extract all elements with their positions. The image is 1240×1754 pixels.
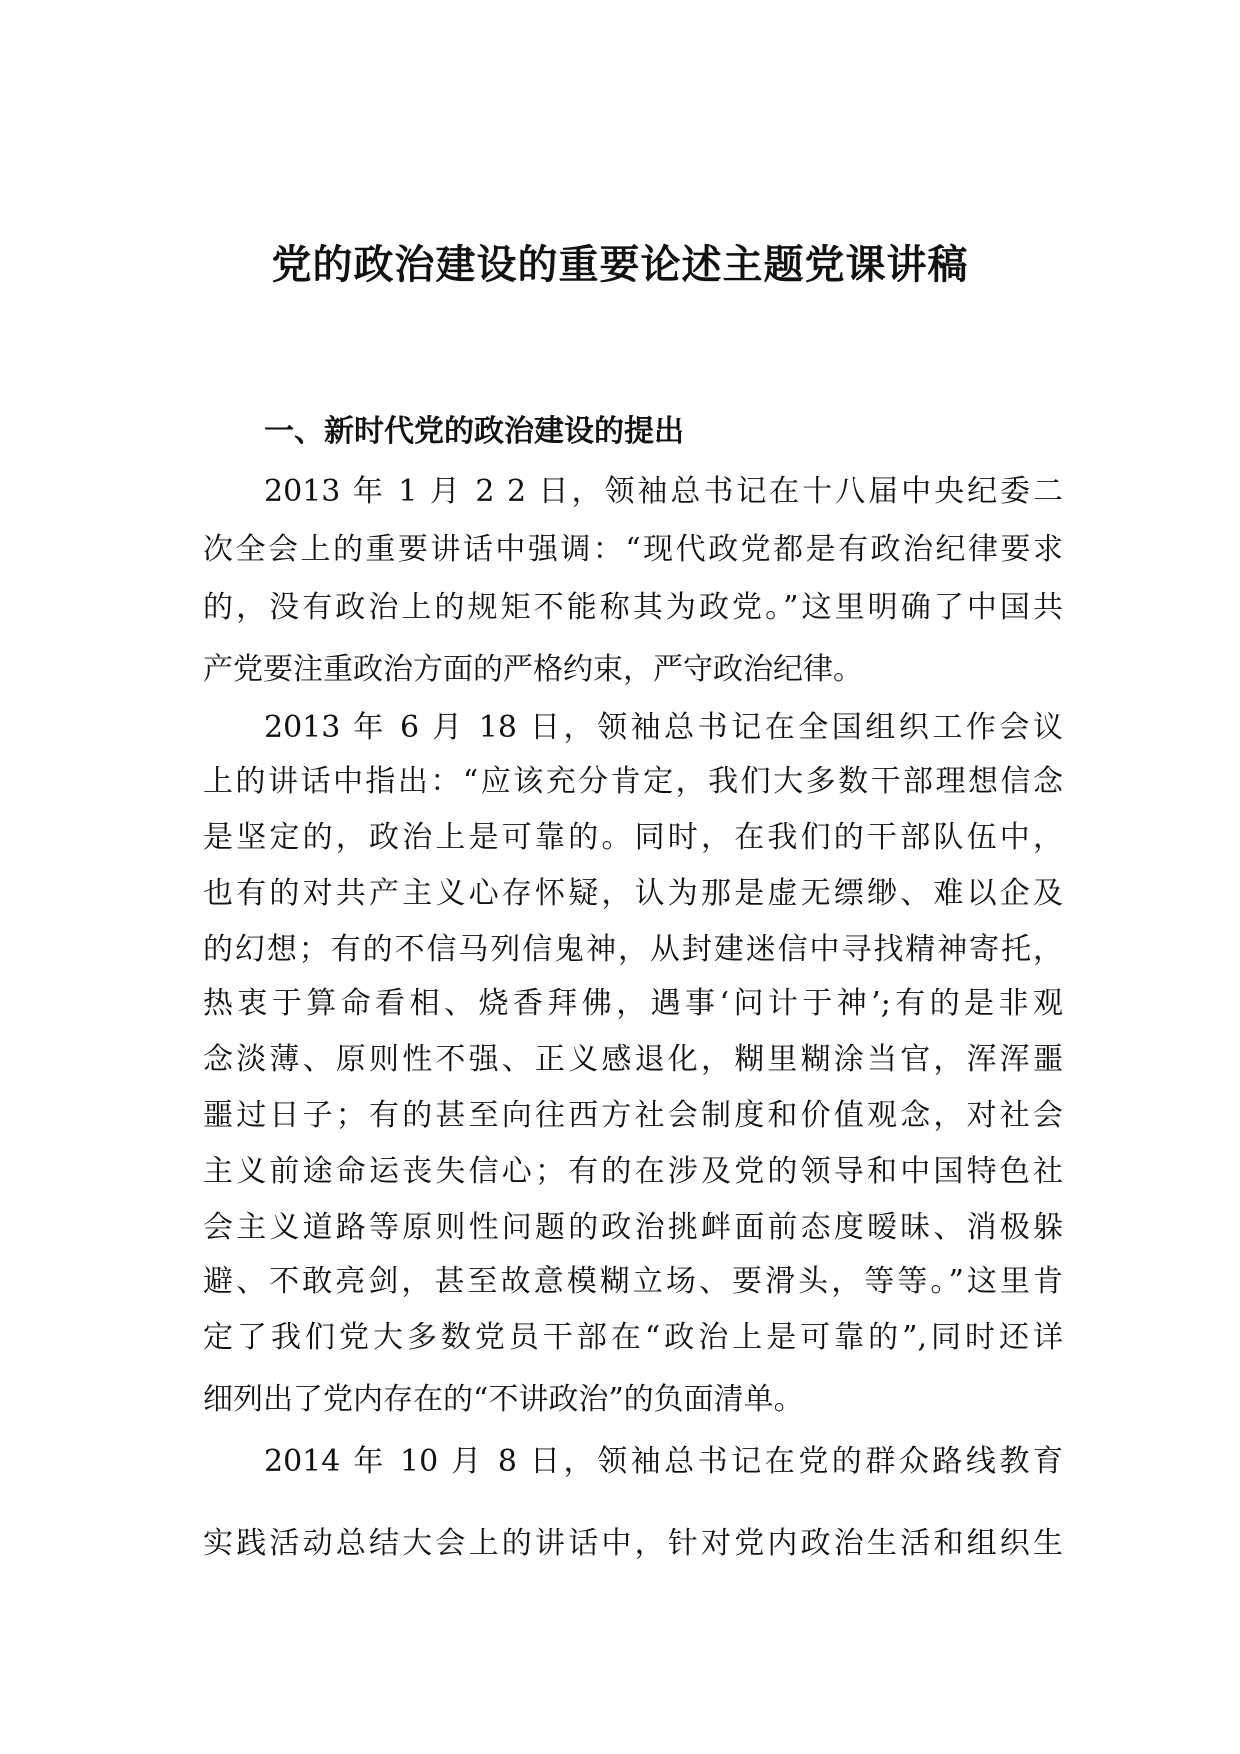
paragraph-line: 的，没有政治上的规矩不能称其为政党。”这里明确了中国共 [203,590,1063,625]
paragraph-line: 定了我们党大多数党员干部在“政治上是可靠的”,同时还详 [203,1320,1063,1355]
paragraph-line: 噩过日子；有的甚至向往西方社会制度和价值观念，对社会 [203,1098,1063,1133]
paragraph-line: 2013 年 6 月 18 日，领袖总书记在全国组织工作会议 [264,710,1063,745]
paragraph-line: 是坚定的，政治上是可靠的。同时，在我们的干部队伍中， [203,820,1063,855]
paragraph-line: 2013 年 1 月 2 2 日，领袖总书记在十八届中央纪委二 [264,474,1063,509]
paragraph-line: 实践活动总结大会上的讲话中，针对党内政治生活和组织生 [203,1526,1063,1561]
section-heading: 一、新时代党的政治建设的提出 [264,414,684,449]
paragraph-line: 次全会上的重要讲话中强调：“现代政党都是有政治纪律要求 [203,532,1063,567]
paragraph-line: 上的讲话中指出：“应该充分肯定，我们大多数干部理想信念 [203,764,1063,799]
paragraph-line: 的幻想；有的不信马列信鬼神，从封建迷信中寻找精神寄托， [203,932,1063,967]
paragraph-line: 细列出了党内存在的“不讲政治”的负面清单。 [203,1382,804,1417]
paragraph-line: 念淡薄、原则性不强、正义感退化，糊里糊涂当官，浑浑噩 [203,1042,1063,1077]
paragraph-line: 热衷于算命看相、烧香拜佛，遇事‘问计于神’;有的是非观 [203,986,1063,1021]
paragraph-line: 也有的对共产主义心存怀疑，认为那是虚无缥缈、难以企及 [203,876,1063,911]
document-title: 党的政治建设的重要论述主题党课讲稿 [271,242,969,288]
paragraph-line: 避、不敢亮剑，甚至故意模糊立场、要滑头，等等。”这里肯 [203,1264,1063,1299]
paragraph-line: 2014 年 10 月 8 日，领袖总书记在党的群众路线教育 [264,1444,1063,1479]
paragraph-line: 主义前途命运丧失信心；有的在涉及党的领导和中国特色社 [203,1154,1063,1189]
paragraph-line: 产党要注重政治方面的严格约束，严守政治纪律。 [203,652,863,687]
paragraph-line: 会主义道路等原则性问题的政治挑衅面前态度暧昧、消极躲 [203,1210,1063,1245]
